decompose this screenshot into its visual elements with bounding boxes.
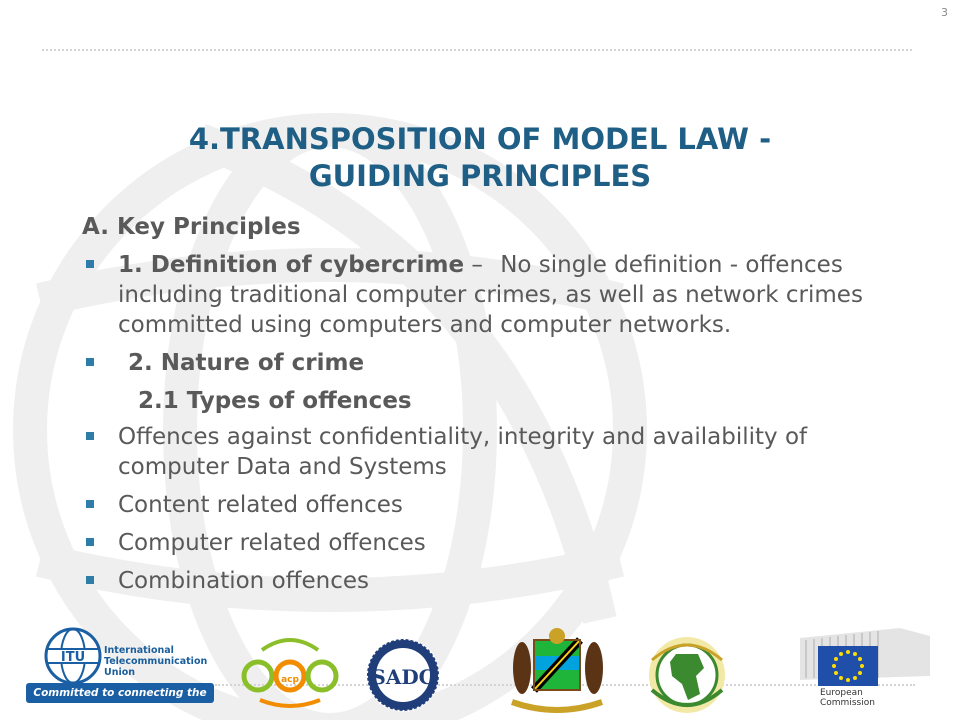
sadc-letters: SADC — [371, 665, 435, 689]
offence-text: Computer related offences — [118, 530, 426, 556]
nature-of-crime-heading: 2. Nature of crime — [128, 350, 365, 376]
eu-caption-line: European — [820, 688, 863, 698]
list-item — [82, 250, 882, 340]
slide-title — [90, 121, 870, 195]
top-divider — [42, 49, 912, 51]
european-commission-logo — [800, 628, 930, 686]
eu-caption-line: Commission — [820, 698, 875, 708]
key-principles-heading: A. Key Principles — [82, 214, 301, 240]
offence-text: Offences against confidentiality, integrity and availability of computer Data and Systems — [118, 424, 808, 480]
offence-text: Combination offences — [118, 568, 369, 594]
itu-name-line: Union — [104, 667, 136, 678]
bullet-square-icon — [86, 500, 94, 508]
offence-text: Content related offences — [118, 492, 403, 518]
itu-name-line: Telecommunication — [104, 656, 208, 667]
bullet-square-icon — [86, 358, 94, 366]
title-line-2: GUIDING PRINCIPLES — [308, 159, 652, 193]
acp-letters: acp — [281, 675, 299, 685]
bullet-square-icon — [86, 538, 94, 546]
bullet-square-icon — [86, 576, 94, 584]
itu-tagline: Committed to connecting the world — [26, 683, 214, 703]
slide-content — [82, 212, 882, 604]
principles-list — [82, 250, 882, 378]
definition-dash: – — [471, 252, 483, 278]
african-union-logo — [649, 637, 725, 713]
bullet-square-icon — [86, 260, 94, 268]
bullet-square-icon — [86, 432, 94, 440]
list-item — [82, 422, 882, 482]
partner-logos — [0, 614, 960, 720]
list-item — [82, 566, 882, 596]
slide-number: 3 — [941, 6, 948, 19]
offences-list — [82, 422, 882, 596]
list-item — [82, 490, 882, 520]
sadc-logo — [367, 639, 439, 711]
title-line-1: 4.TRANSPOSITION OF MODEL LAW - — [188, 122, 772, 156]
list-item — [82, 348, 882, 378]
definition-heading: 1. Definition of cybercrime — [118, 252, 465, 278]
itu-name-line: International — [104, 645, 174, 656]
types-of-offences-heading: 2.1 Types of offences — [138, 388, 412, 414]
tanzania-coat-of-arms — [512, 628, 603, 710]
acp-logo — [244, 640, 336, 706]
definition-text: No single definition - offences including traditional computer crimes, as well as network crimes committed using computers and computer networks. — [118, 252, 863, 338]
itu-letters: ITU — [60, 650, 86, 665]
list-item — [82, 528, 882, 558]
